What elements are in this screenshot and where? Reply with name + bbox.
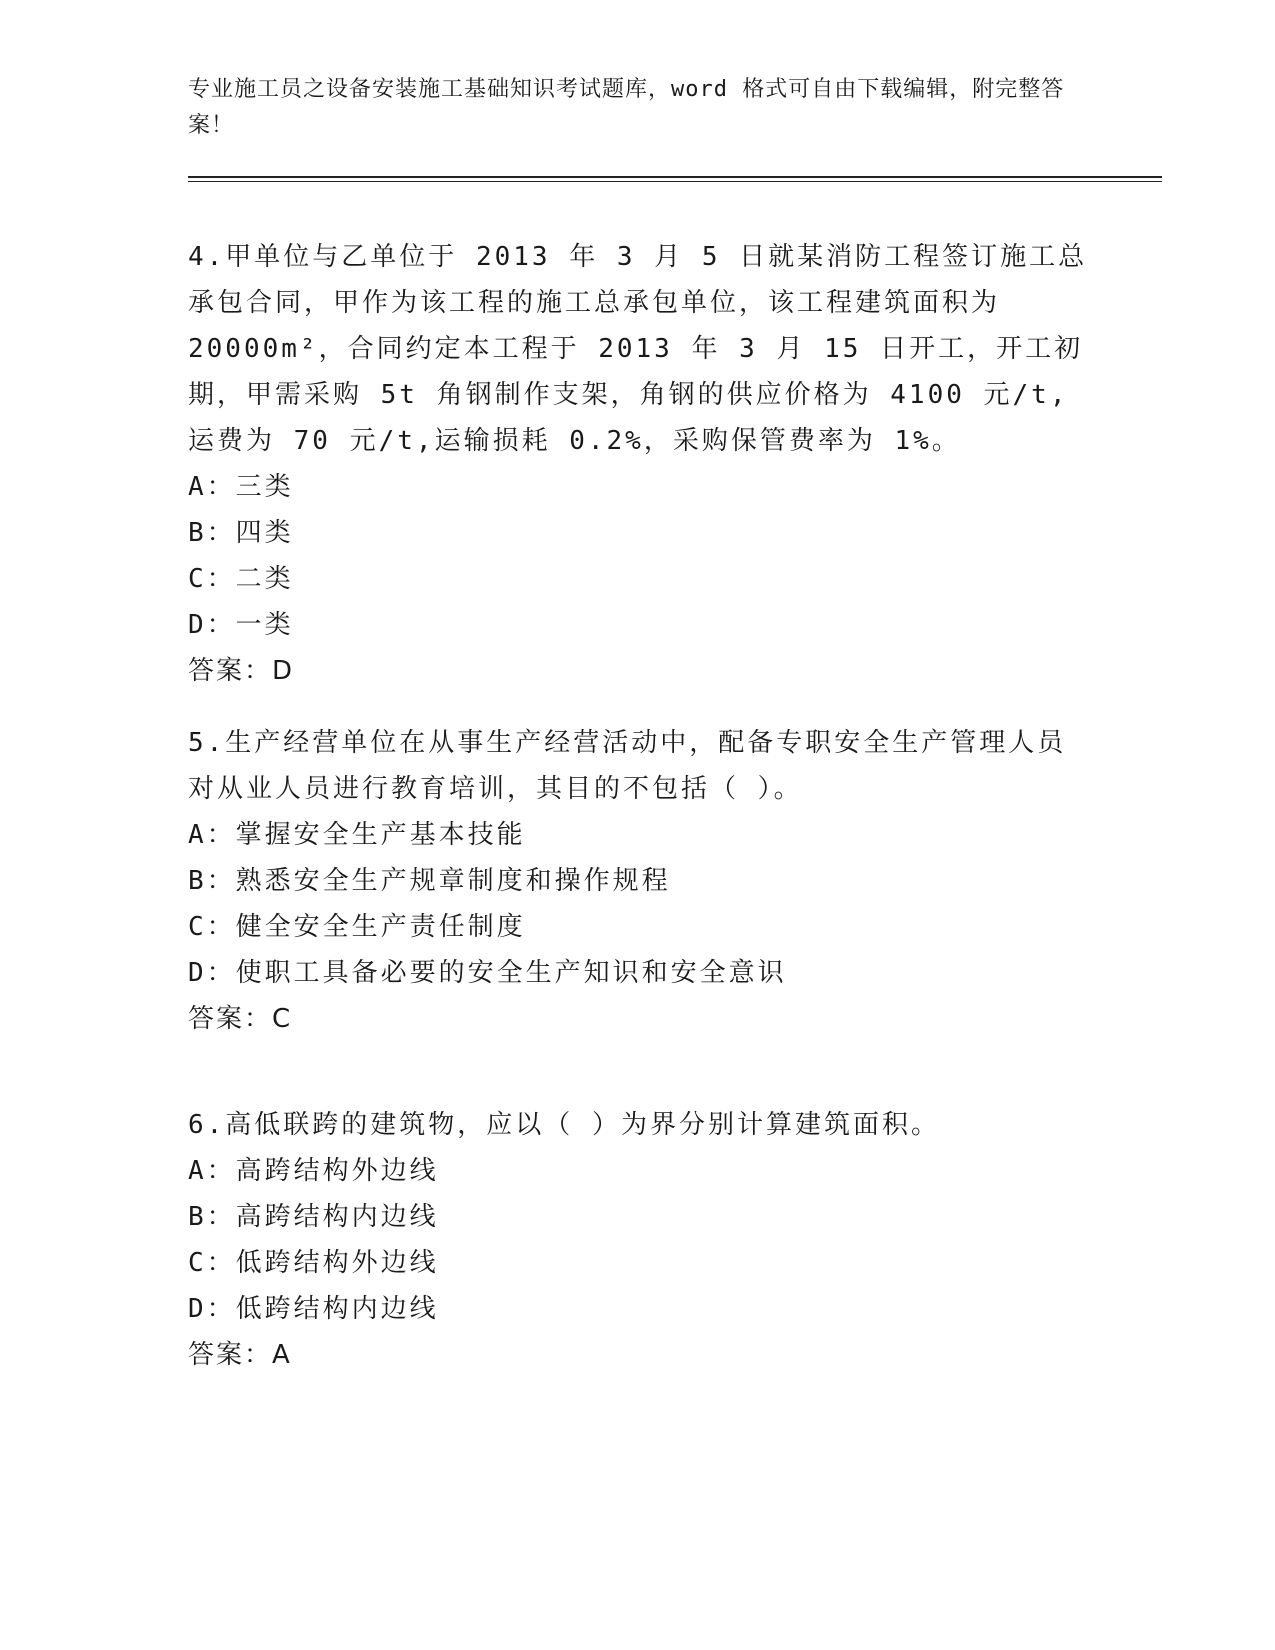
question-4 xyxy=(188,234,1088,694)
question-5 xyxy=(188,720,1088,1042)
option-b: B：熟悉安全生产规章制度和操作规程 xyxy=(188,866,671,896)
option-d: D：一类 xyxy=(188,610,294,640)
option-a: A：高跨结构外边线 xyxy=(188,1156,439,1186)
option-c: C：健全安全生产责任制度 xyxy=(188,912,526,942)
option-d: D：低跨结构内边线 xyxy=(188,1294,439,1324)
option-c: C：低跨结构外边线 xyxy=(188,1248,439,1278)
option-d: D：使职工具备必要的安全生产知识和安全意识 xyxy=(188,958,787,988)
question-stem: 4.甲单位与乙单位于 2013 年 3 月 5 日就某消防工程签订施工总承包合同，甲作为该工程的施工总承包单位，该工程建筑面积为 20000m²，合同约定本工程于 2013 年 3 月 15 日开工，开工初期，甲需采购 5t 角钢制作支架，角钢的供应价格为 4100 元/t,运费为 70 元/t,运输损耗 0.2%，采购保管费率为 1%。 xyxy=(188,242,1088,456)
question-stem: 5.生产经营单位在从事生产经营活动中，配备专职安全生产管理人员对从业人员进行教育培训，其目的不包括（ ）。 xyxy=(188,728,1067,804)
answer: 答案：C xyxy=(188,1004,293,1034)
option-a: A：三类 xyxy=(188,472,294,502)
question-stem: 6.高低联跨的建筑物，应以（ ）为界分别计算建筑面积。 xyxy=(188,1110,940,1140)
question-6 xyxy=(188,1102,1088,1378)
option-b: B：四类 xyxy=(188,518,294,548)
option-c: C：二类 xyxy=(188,564,294,594)
header-divider xyxy=(188,176,1162,182)
option-b: B：高跨结构内边线 xyxy=(188,1202,439,1232)
answer: 答案：D xyxy=(188,656,295,686)
option-a: A：掌握安全生产基本技能 xyxy=(188,820,526,850)
document-header: 专业施工员之设备安装施工基础知识考试题库，word 格式可自由下载编辑，附完整答案！ xyxy=(188,77,1065,138)
answer: 答案：A xyxy=(188,1340,292,1370)
